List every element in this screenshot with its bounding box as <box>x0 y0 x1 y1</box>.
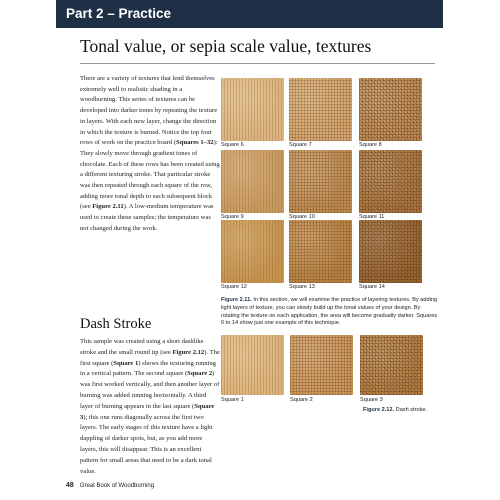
intro-paragraph <box>80 74 220 235</box>
texture-square-label: Square 9 <box>221 214 244 220</box>
figure-2-12-caption <box>363 407 427 413</box>
dash-text-5: ); this one runs diagonally across the first two layers. The early stages of this texture have a light dappling of darker spots, but, as you add more layers, this will disappear. This is an excellent pattern for small areas that need to be a dark tonal value. <box>80 413 213 475</box>
dash-square-2 <box>290 335 353 395</box>
intro-text-2: ): They slowly move through gradient tones of chocolate. Each of these rows has been created using a different texturing stroke. That particular stroke was then repeated through each square of the row, adding more tonal depth to each subsequent block (see <box>80 139 220 211</box>
texture-square-9 <box>221 150 284 213</box>
figure-2-12-text: Dash stroke. <box>394 407 428 413</box>
texture-square-label: Square 11 <box>359 214 385 220</box>
texture-square-label: Square 7 <box>289 142 312 148</box>
dash-ref-2: Square 1 <box>113 359 139 367</box>
figure-2-11-ref: Figure 2.11. <box>221 297 252 303</box>
dash-square-label: Square 1 <box>221 397 244 403</box>
page-title: Tonal value, or sepia scale value, textures <box>80 36 372 56</box>
texture-square-label: Square 14 <box>359 284 385 290</box>
intro-ref-figure: Figure 2.11 <box>92 203 124 211</box>
intro-text-3: ). A low-medium temperature was used to create these samples; the temperature was not changed during the work. <box>80 203 214 232</box>
dash-text-4: ) was first worked vertically, and then another layer of burning was added running horizontally. A third layer of burning appears in the last square ( <box>80 370 220 410</box>
dash-text-1: This sample was created using a short dashlike stroke and the small round tip (see <box>80 338 204 356</box>
texture-square-11 <box>359 150 422 213</box>
dash-square-label: Square 2 <box>290 397 313 403</box>
dash-ref-3: Square 2 <box>187 370 213 378</box>
dash-text-2: ). The first square ( <box>80 348 220 367</box>
intro-ref-squares: Squares 1–32 <box>176 139 214 147</box>
dash-square-3 <box>360 335 423 395</box>
page-footer <box>66 482 154 489</box>
title-divider <box>80 63 435 64</box>
texture-square-label: Square 13 <box>289 284 315 290</box>
dash-paragraph <box>80 337 220 477</box>
dash-ref-4: Square 3 <box>80 402 215 421</box>
dash-square-label: Square 3 <box>360 397 383 403</box>
book-title: Great Book of Woodburning <box>79 483 155 489</box>
section-header-label: Part 2 – Practice <box>66 6 172 21</box>
texture-square-7 <box>289 78 352 141</box>
section-header-bar <box>56 0 443 28</box>
figure-2-11-caption <box>221 297 439 328</box>
texture-square-13 <box>289 220 352 283</box>
texture-square-14 <box>359 220 422 283</box>
texture-square-8 <box>359 78 422 141</box>
texture-square-10 <box>289 150 352 213</box>
texture-square-label: Square 8 <box>359 142 382 148</box>
intro-text-1: There are a variety of textures that lend themselves extremely well to realistic shading in a woodburning. This series of textures can be developed into darker tones by repeating the texture in layers. With each new layer, change the direction in which the texture is burned. Notice the top four rows of work on the practice board ( <box>80 75 218 147</box>
dash-square-1 <box>221 335 284 395</box>
figure-2-12-ref: Figure 2.12. <box>363 407 395 413</box>
dash-ref-1: Figure 2.12 <box>172 348 205 356</box>
page-number: 48 <box>66 482 74 489</box>
figure-2-11-text: In this section, we will examine the practice of layering textures. By adding light layers of texture, you can slowly build up the tonal values of your design. By rotating the texture on each application, the area will become gradually darker. Squares 6 to 14 show just one example of this technique. <box>221 297 438 327</box>
texture-square-6 <box>221 78 284 141</box>
dash-stroke-heading: Dash Stroke <box>80 316 152 332</box>
texture-square-label: Square 10 <box>289 214 315 220</box>
texture-square-label: Square 12 <box>221 284 247 290</box>
texture-square-12 <box>221 220 284 283</box>
dash-text-3: ) shows the texturing running in a vertical pattern. The second square ( <box>80 359 216 378</box>
texture-square-label: Square 6 <box>221 142 244 148</box>
